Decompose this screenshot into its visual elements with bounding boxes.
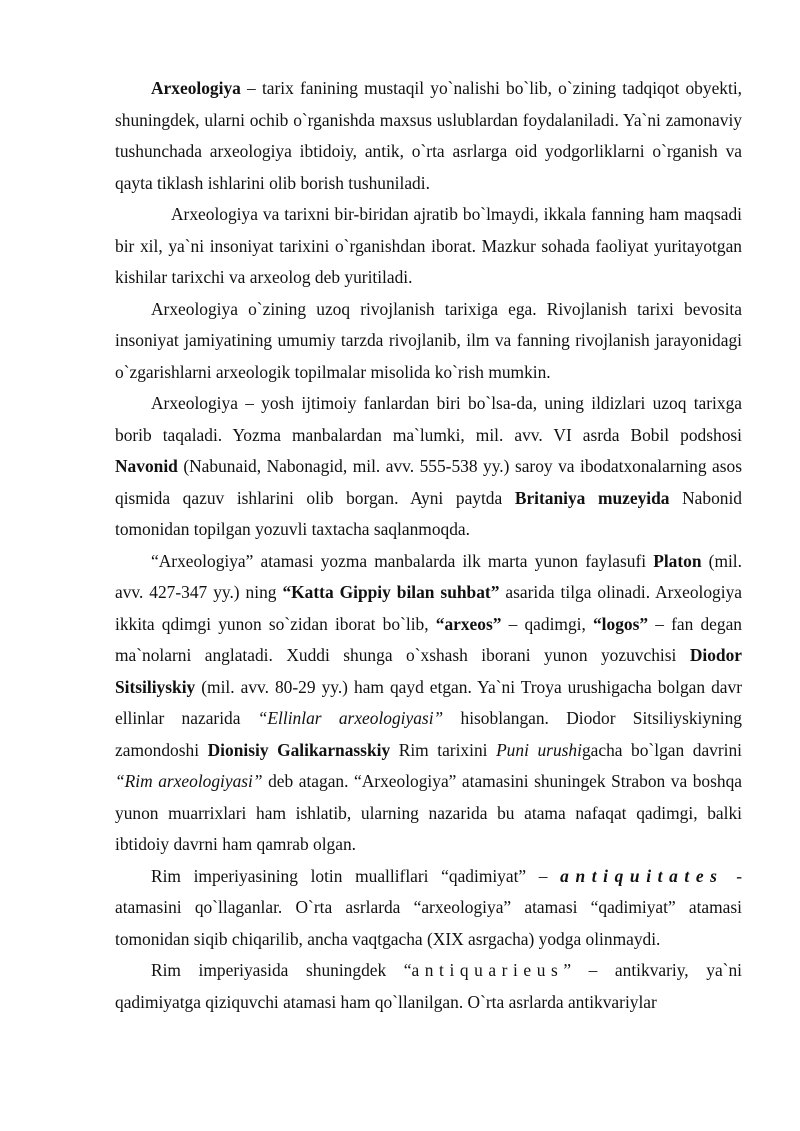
text-run-b: “logos” bbox=[592, 613, 649, 634]
text-run: (mil. avv. 80-29 yy.) ham qayd etgan. Ya`ni Troya urushigacha bolgan davr ellinlar nazarida bbox=[115, 676, 742, 728]
text-run: ” – antikvariy, ya`ni qadimiyatga qiziquvchi atamasi ham qo`llanilgan. O`rta asrlarda antikvariylar bbox=[115, 960, 742, 1012]
text-run-i: “Rim arxeologiyasi” bbox=[115, 771, 263, 791]
text-run-b: Platon bbox=[653, 550, 702, 571]
paragraph-roots bbox=[115, 388, 742, 546]
text-run: Arxeologiya – yosh ijtimoiy fanlardan biri bo`lsa-da, uning ildizlari uzoq tarixga borib taqaladi. Yozma manbalardan ma`lumki, mil. avv. VI asrda Bobil podshosi bbox=[115, 393, 742, 445]
text-run-spaced-bi: antiquitates bbox=[560, 865, 724, 886]
text-run: Rim imperiyasining lotin mualliflari “qadimiyat” – bbox=[151, 865, 561, 886]
text-run-b: Diodor Sitsiliyskiy bbox=[115, 645, 742, 697]
paragraph-term-origin bbox=[115, 546, 742, 861]
text-run: Rim imperiyasida shuningdek “ bbox=[151, 960, 412, 980]
text-run-b: “arxeos” bbox=[435, 613, 502, 634]
text-run: Nabonid tomonidan topilgan yozuvli taxtacha saqlanmoqda. bbox=[115, 487, 742, 539]
text-run: Rim tarixini bbox=[390, 739, 497, 760]
text-run: – qadimgi, bbox=[501, 613, 593, 634]
text-run-spaced: antiquarieus bbox=[411, 960, 564, 980]
text-run-b: “Katta Gippiy bilan suhbat” bbox=[282, 582, 500, 602]
text-run-b: Britaniya muzeyida bbox=[514, 487, 670, 508]
text-run: Arxeologiya va tarixni bir-biridan ajratib bo`lmaydi, ikkala fanning ham maqsadi bir xil, ya`ni insoniyat tarixini o`rganishdan iborat. Mazkur sohada faoliyat yuritayotgan kishilar tarixchi va arxeolog deb yuritiladi. bbox=[115, 204, 742, 287]
document-page bbox=[115, 73, 742, 1018]
text-run: gacha bo`lgan davrini bbox=[581, 739, 743, 760]
text-run: - atamasini qo`llaganlar. O`rta asrlarda “arxeologiya” atamasi “qadimiyat” atamasi tomonidan siqib chiqarilib, ancha vaqtgacha (XIX asrgacha) yodga olinmaydi. bbox=[115, 865, 743, 949]
text-run-b: Navonid bbox=[115, 456, 178, 476]
text-run: – tarix fanining mustaqil yo`nalishi bo`lib, o`zining tadqiqot obyekti, shuningdek, ularni ochib o`rganishda maxsus uslublardan foydalaniladi. Ya`ni zamonaviy tushunchada arxeologiya ibtidoiy, antik, o`rta asrlarga oid yodgorliklarni o`rganish va qayta tiklash ishlarini olib borish tushuniladi. bbox=[115, 78, 742, 193]
paragraph-rome-latin bbox=[115, 861, 742, 956]
text-run: “Arxeologiya” atamasi yozma manbalarda ilk marta yunon faylasufi bbox=[151, 550, 654, 571]
text-run: (mil. avv. 427-347 yy.) ning bbox=[115, 550, 742, 602]
text-run: hisoblangan. Diodor Sitsiliyskiyning zamondoshi bbox=[115, 708, 742, 760]
text-run-i: Puni urushi bbox=[496, 739, 582, 760]
text-run: (Nabunaid, Nabonagid, mil. avv. 555-538 yy.) saroy va ibodatxonalarning asos qismida qazuv ishlarini olib borgan. Ayni paytda bbox=[115, 456, 742, 508]
paragraph-history-relation bbox=[115, 199, 742, 294]
text-run-i: “Ellinlar arxeologiyasi” bbox=[257, 708, 444, 728]
paragraph-definition bbox=[115, 73, 742, 199]
text-run: deb atagan. “Arxeologiya” atamasini shuningek Strabon va boshqa yunon muarrixlari ham ishlatib, ularning nazarida bu atama nafaqat qadimgi, balki ibtidoiy davrni ham qamrab olgan. bbox=[115, 771, 742, 854]
text-run-b: Arxeologiya bbox=[151, 78, 241, 98]
text-run: Arxeologiya o`zining uzoq rivojlanish tarixiga ega. Rivojlanish tarixi bevosita insoniyat jamiyatining umumiy tarzda rivojlanib, ilm va fanning rivojlanish jarayonidagi o`zgarishlarni arxeologik topilmalar misolida ko`rish mumkin. bbox=[115, 298, 742, 382]
text-run: asarida tilga olinadi. Arxeologiya ikkita qdimgi yunon so`zidan iborat bo`lib, bbox=[115, 582, 742, 634]
text-run-b: Dionisiy Galikarnasskiy bbox=[207, 739, 391, 760]
text-run: – fan degan ma`nolarni anglatadi. Xuddi shunga o`xshash iborani yunon yozuvchisi bbox=[115, 613, 742, 665]
paragraph-antiquarius bbox=[115, 955, 742, 1018]
paragraph-development bbox=[115, 294, 742, 389]
